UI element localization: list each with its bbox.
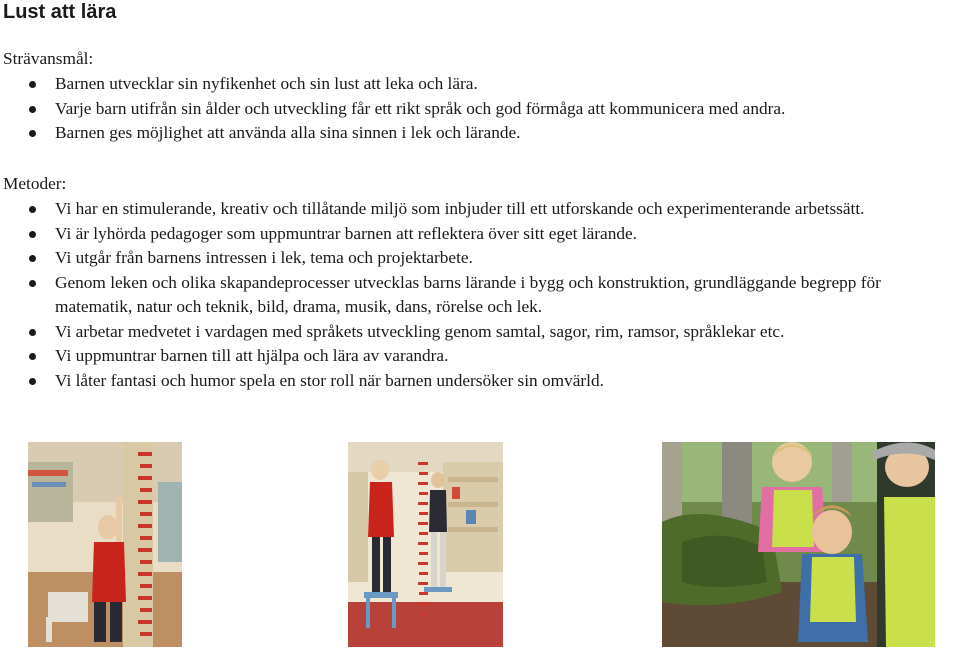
list-item: Vi är lyhörda pedagoger som uppmuntrar barnen att reflektera över sitt eget lärande. <box>0 222 960 247</box>
methods-heading: Metoder: <box>3 174 67 193</box>
page-title: Lust att lära <box>3 1 117 23</box>
list-item: Varje barn utifrån sin ålder och utveckling får ett rikt språk och god förmåga att kommunicera med andra. <box>0 97 960 122</box>
photo-block-tower <box>28 442 182 647</box>
bullet-icon <box>29 329 36 336</box>
methods-list <box>0 197 960 393</box>
list-item: Vi har en stimulerande, kreativ och tillåtande miljö som inbjuder till ett utforskande och experimenterande arbetssätt. <box>0 197 960 222</box>
goals-list <box>0 72 960 146</box>
bullet-icon <box>29 206 36 213</box>
list-item: Vi utgår från barnens intressen i lek, tema och projektarbete. <box>0 246 960 271</box>
list-item: Vi uppmuntrar barnen till att hjälpa och lära av varandra. <box>0 344 960 369</box>
list-item: Vi låter fantasi och humor spela en stor roll när barnen undersöker sin omvärld. <box>0 369 960 394</box>
bullet-icon <box>29 130 36 137</box>
list-item: Barnen ges möjlighet att använda alla sina sinnen i lek och lärande. <box>0 121 960 146</box>
bullet-icon <box>29 280 36 287</box>
goals-heading: Strävansmål: <box>3 49 94 68</box>
list-item: Vi arbetar medvetet i vardagen med språkets utveckling genom samtal, sagor, rim, ramsor, språklekar etc. <box>0 320 960 345</box>
bullet-icon <box>29 378 36 385</box>
bullet-icon <box>29 81 36 88</box>
list-item: Genom leken och olika skapandeprocesser utvecklas barns lärande i bygg och konstruktion, grundläggande begrepp för matematik, natur och teknik, bild, drama, musik, dans, rörelse och lek. <box>0 271 960 320</box>
bullet-icon <box>29 255 36 262</box>
bullet-icon <box>29 353 36 360</box>
list-item: Barnen utvecklar sin nyfikenhet och sin lust att leka och lära. <box>0 72 960 97</box>
photo-children-building <box>348 442 503 647</box>
bullet-icon <box>29 231 36 238</box>
photo-forest-exploring <box>662 442 935 647</box>
bullet-icon <box>29 106 36 113</box>
